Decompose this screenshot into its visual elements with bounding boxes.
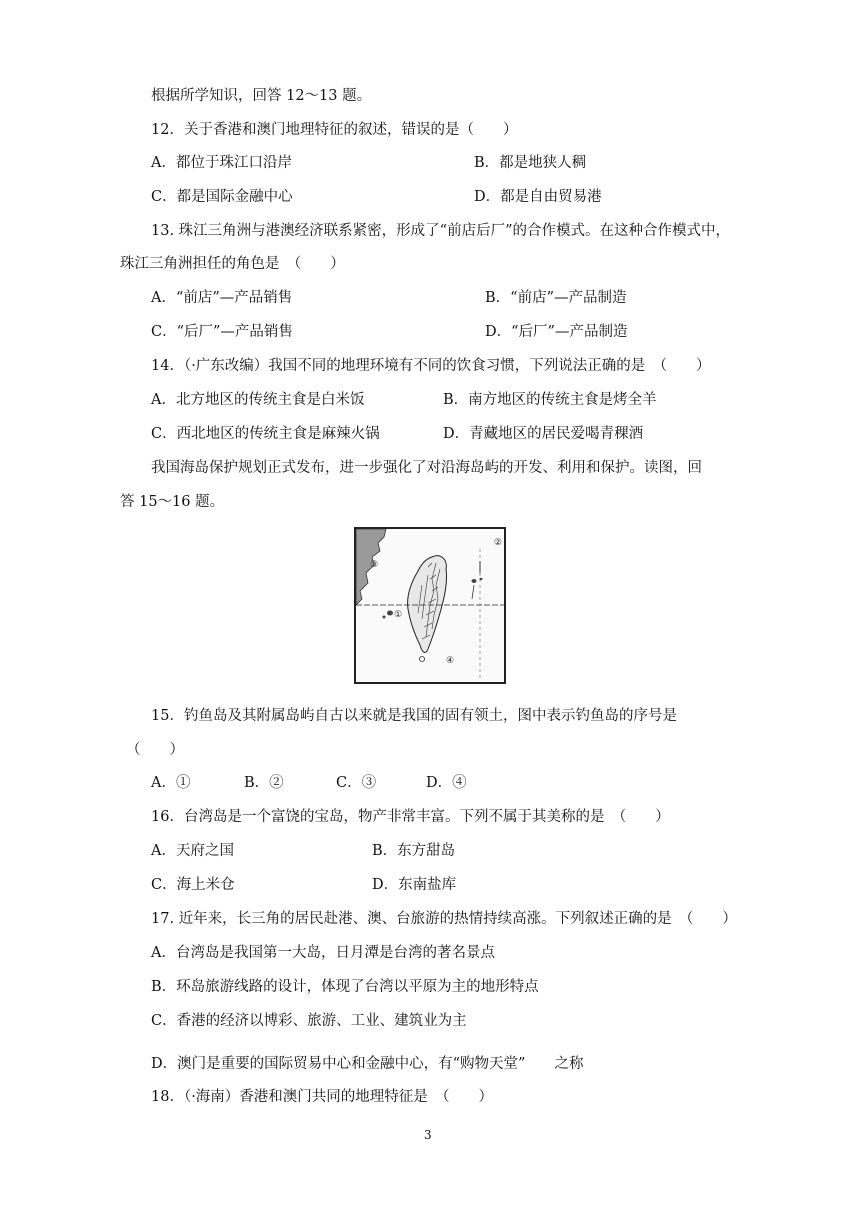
page-number: 3 (424, 1128, 432, 1142)
intro-15-16-line2: 答 15～16 题。 (120, 494, 225, 510)
q13-option-a: A．“前店”—产品销售 (151, 290, 293, 306)
q16-option-a: A．天府之国 (151, 843, 234, 859)
q13-stem-line2: 珠江三角洲担任的角色是 （ ） (120, 256, 345, 272)
q16-option-c: C．海上米仓 (151, 877, 235, 893)
penghu-islands (387, 611, 393, 616)
map-label-1: ① (394, 610, 403, 620)
q12-stem: 12．关于香港和澳门地理特征的叙述，错误的是（ ） (151, 122, 518, 138)
q13-option-b: B．“前店”—产品制造 (485, 290, 627, 306)
q18-stem: 18．（·海南）香港和澳门共同的地理特征是 （ ） (151, 1089, 494, 1105)
diaoyu-islands (472, 579, 477, 583)
q13-option-d: D．“后厂”—产品制造 (485, 324, 628, 340)
q15-option-c: C．③ (336, 775, 377, 791)
q14-option-b: B．南方地区的传统主食是烤全羊 (443, 392, 657, 408)
q12-option-a: A．都位于珠江口沿岸 (151, 155, 292, 171)
map-label-3: ③ (370, 560, 379, 570)
q13-option-c: C．“后厂”—产品销售 (151, 324, 293, 340)
q12-option-d: D．都是自由贸易港 (474, 189, 602, 205)
q17-option-b: B．环岛旅游线路的设计，体现了台湾以平原为主的地形特点 (151, 979, 539, 995)
q14-stem: 14．（·广东改编）我国不同的地理环境有不同的饮食习惯，下列说法正确的是 （ ） (151, 358, 711, 374)
q15-stem-line1: 15．钓鱼岛及其附属岛屿自古以来就是我国的固有领土，图中表示钓鱼岛的序号是 (151, 708, 677, 724)
q17-stem: 17. 近年来，长三角的居民赴港、澳、台旅游的热情持续高涨。下列叙述正确的是 （ ） (151, 911, 737, 927)
q16-option-b: B．东方甜岛 (372, 843, 456, 859)
q17-option-d: D．澳门是重要的国际贸易中心和金融中心，有“购物天堂” 之称 (151, 1056, 584, 1072)
q14-option-a: A．北方地区的传统主食是白米饭 (151, 392, 365, 408)
q13-stem-line1: 13. 珠江三角洲与港澳经济联系紧密，形成了“前店后厂”的合作模式。在这种合作模式中， (151, 223, 730, 239)
q12-option-b: B．都是地狭人稠 (474, 155, 587, 171)
intro-15-16-line1: 我国海岛保护规划正式发布，进一步强化了对沿海岛屿的开发、利用和保护。读图，回 (151, 460, 702, 476)
q15-option-a: A．① (151, 775, 191, 791)
intro-12-13: 根据所学知识，回答 12～13 题。 (151, 88, 372, 104)
q17-option-a: A．台湾岛是我国第一大岛，日月潭是台湾的著名景点 (151, 945, 495, 961)
q16-option-d: D．东南盐库 (372, 877, 457, 893)
q15-stem-line2: （ ） (126, 742, 184, 758)
q14-option-c: C．西北地区的传统主食是麻辣火锅 (151, 426, 380, 442)
map-label-4: ④ (446, 656, 455, 666)
q17-option-c: C．香港的经济以博彩、旅游、工业、建筑业为主 (151, 1013, 467, 1029)
q12-option-c: C．都是国际金融中心 (151, 189, 293, 205)
q15-option-d: D．④ (426, 775, 467, 791)
q15-option-b: B．② (244, 775, 284, 791)
q14-option-d: D．青藏地区的居民爱喝青稞酒 (443, 426, 644, 442)
taiwan-map (354, 527, 506, 684)
map-label-2: ② (493, 538, 502, 548)
q16-stem: 16．台湾岛是一个富饶的宝岛，物产非常丰富。下列不属于其美称的是 （ ） (151, 809, 670, 825)
taiwan-island (408, 556, 447, 653)
